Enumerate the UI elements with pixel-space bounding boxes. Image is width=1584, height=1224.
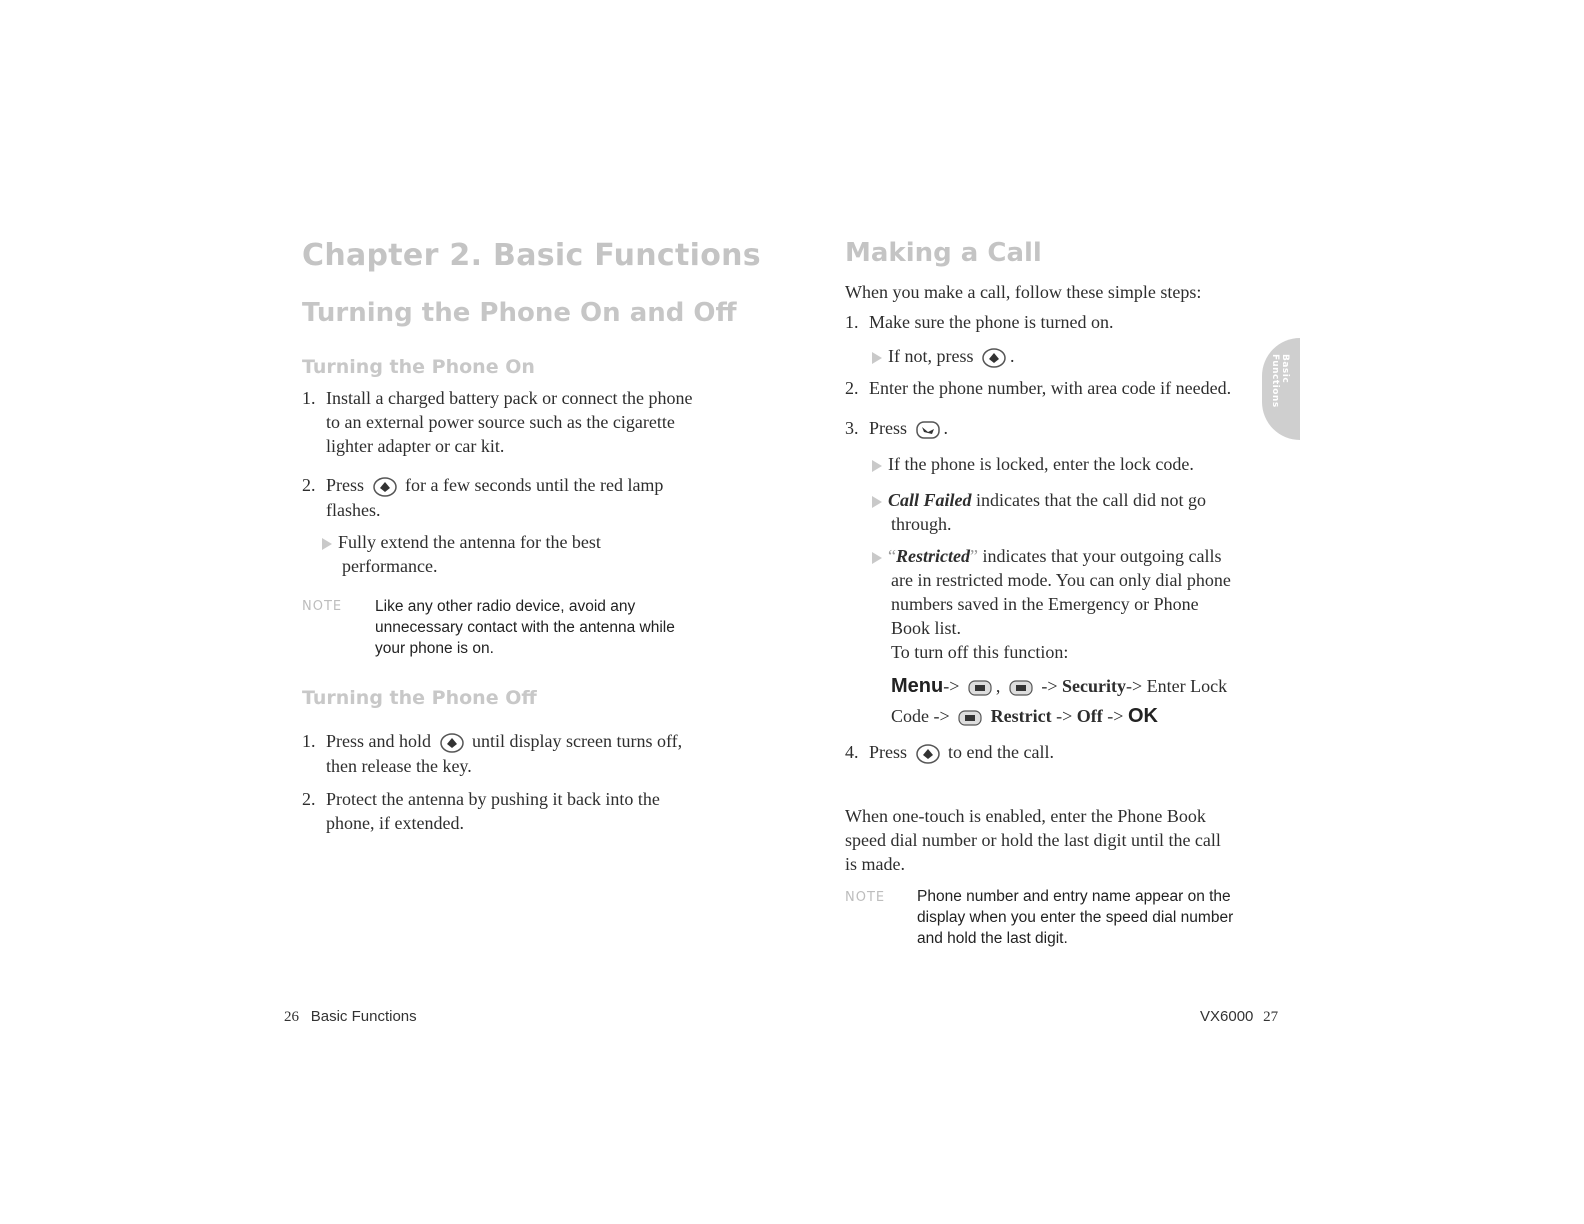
tab-label: Basic Functions bbox=[1270, 354, 1290, 408]
heading-making-a-call: Making a Call bbox=[845, 238, 1042, 268]
footer-model: VX6000 bbox=[1200, 1008, 1254, 1025]
section-title: Turning the Phone On and Off bbox=[302, 298, 737, 328]
step-number: 2. bbox=[302, 475, 316, 495]
power-end-key-icon bbox=[372, 476, 398, 498]
note-label: NOTE bbox=[845, 890, 886, 905]
menu-path-line-2: Code -> Restrict -> Off -> OK bbox=[891, 705, 1158, 727]
turn-off-step-1: 1. Press and hold until display screen turns off, then release the key. bbox=[302, 731, 683, 776]
bullet-arrow-icon bbox=[872, 552, 882, 564]
keypad-8-key-icon bbox=[967, 677, 993, 699]
call-step-1: 1. Make sure the phone is turned on. bbox=[845, 312, 1114, 332]
bullet-arrow-icon bbox=[322, 538, 332, 550]
bullet-arrow-icon bbox=[872, 496, 882, 508]
note-text: Like any other radio device, avoid any unnecessary contact with the antenna while your phone is on. bbox=[375, 598, 675, 657]
footer-section: Basic Functions bbox=[310, 1008, 417, 1025]
heading-turning-on: Turning the Phone On bbox=[302, 356, 535, 378]
power-end-key-icon bbox=[915, 743, 941, 765]
keypad-4-key-icon bbox=[1008, 677, 1034, 699]
call-step-4: 4. Press to end the call. bbox=[845, 740, 1265, 765]
call-step-2: 2. Enter the phone number, with area code if needed. bbox=[845, 378, 1232, 398]
heading-turning-off: Turning the Phone Off bbox=[302, 687, 537, 709]
footer-left bbox=[284, 1008, 417, 1026]
turn-on-bullet: Fully extend the antenna for the best performance. bbox=[322, 530, 742, 578]
turn-off-step-2: 2. Protect the antenna by pushing it back into the phone, if extended. bbox=[302, 789, 660, 833]
send-key-icon bbox=[915, 419, 941, 441]
page-number: 26 bbox=[284, 1009, 299, 1025]
turn-on-step-2: 2. Press for a few seconds until the red lamp flashes. bbox=[302, 475, 664, 520]
call-step-3: 3. Press . bbox=[845, 416, 1265, 441]
power-end-key-icon bbox=[439, 732, 465, 754]
chapter-title: Chapter 2. Basic Functions bbox=[302, 238, 761, 273]
bullet-restricted: “Restricted” indicates that your outgoing calls are in restricted mode. You can only dial phone numbers saved in the Emergency or Phone Book list. To turn off this function: bbox=[872, 544, 1272, 664]
menu-path-line-1: Menu-> , -> Security-> Enter Lock bbox=[891, 675, 1228, 697]
power-end-key-icon bbox=[981, 347, 1007, 369]
step-number: 1. bbox=[302, 388, 316, 408]
keypad-2-key-icon bbox=[957, 707, 983, 729]
one-touch-paragraph: When one-touch is enabled, enter the Phone Book speed dial number or hold the last digit until the call is made. bbox=[845, 806, 1221, 874]
bullet-locked: If the phone is locked, enter the lock code. bbox=[872, 452, 1272, 476]
bullet-call-failed: Call Failed indicates that the call did not go through. bbox=[872, 488, 1272, 536]
turn-on-step-1: 1. Install a charged battery pack or connect the phone to an external power source such as the cigarette lighter adapter or car kit. bbox=[302, 388, 693, 456]
step-number: 2. bbox=[302, 789, 316, 809]
bullet-arrow-icon bbox=[872, 352, 882, 364]
call-step-1-bullet: If not, press . bbox=[872, 344, 1272, 369]
bullet-arrow-icon bbox=[872, 460, 882, 472]
note-label: NOTE bbox=[302, 599, 343, 614]
page-number: 27 bbox=[1263, 1009, 1279, 1025]
footer-right bbox=[1200, 1008, 1278, 1026]
note-text: Phone number and entry name appear on the display when you enter the speed dial number and hold the last digit. bbox=[917, 888, 1234, 947]
intro-text: When you make a call, follow these simple steps: bbox=[845, 282, 1202, 302]
step-number: 1. bbox=[302, 731, 316, 751]
